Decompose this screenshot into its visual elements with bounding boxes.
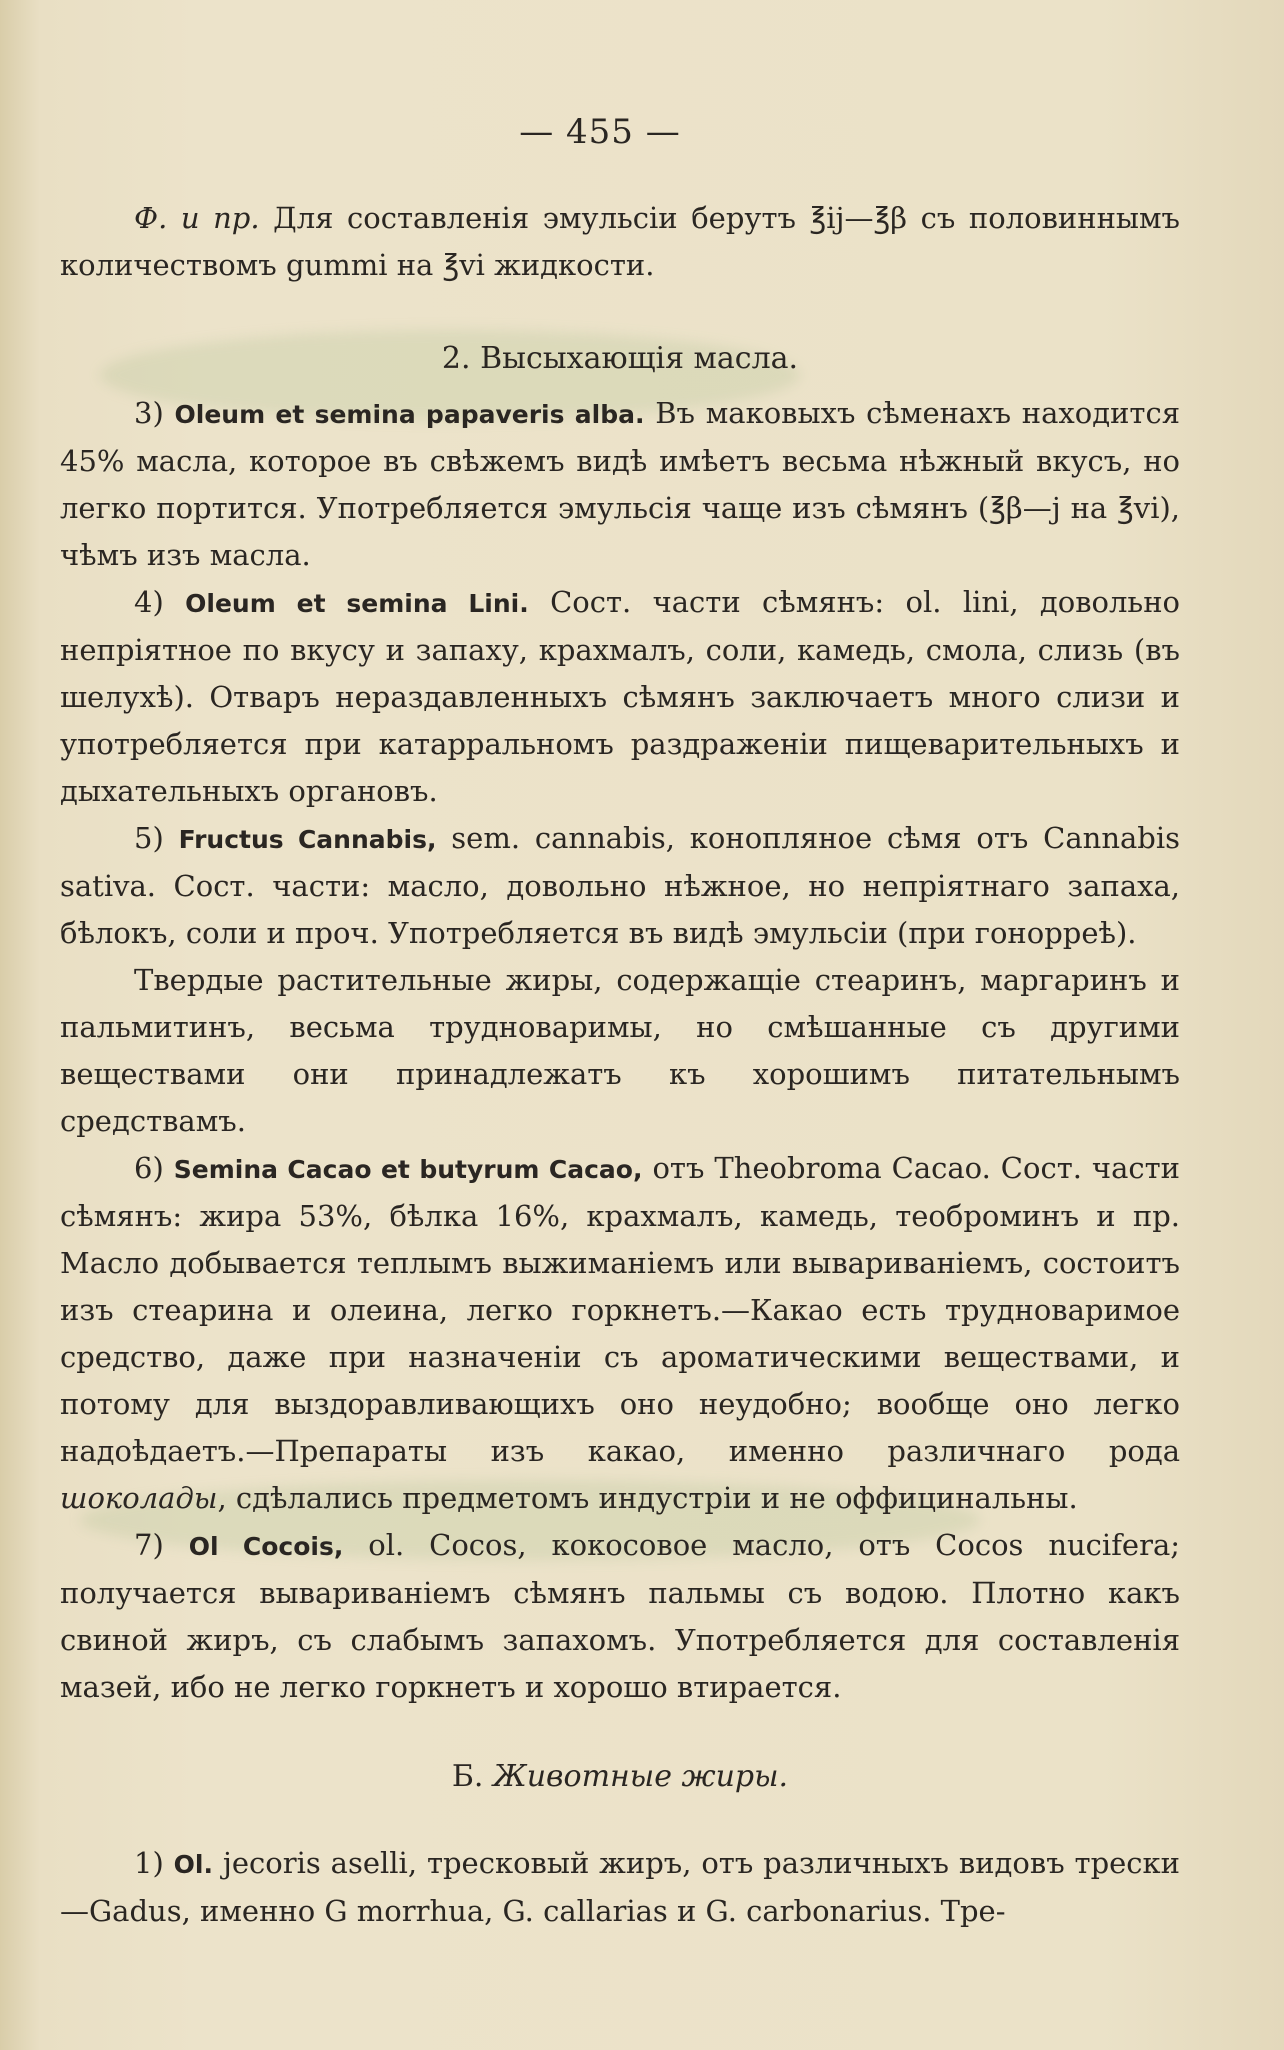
item-number: 5) <box>134 821 179 855</box>
latin-term: Semina Cacao et butyrum Cacao, <box>173 1155 643 1184</box>
latin-term: Fructus Cannabis, <box>178 825 437 854</box>
latin-term: Oleum et semina papaveris alba. <box>174 400 645 429</box>
paragraph-text: ol. Cocos, кокосовое масло, отъ Cocos nucifera; получается вывариваніемъ сѣмянъ пальмы съ водою. Плотно какъ свиной жиръ, съ слабымъ запахомъ. Употребляется для составленія мазей, ибо не легко горкнетъ и хорошо втирается. <box>60 1528 1181 1704</box>
item-number: 1) <box>134 1846 174 1880</box>
paragraph-text: Въ маковыхъ сѣменахъ находится 45% масла, которое въ свѣжемъ видѣ имѣетъ весьма нѣжный вкусъ, но легко портится. Употребляется эмульсія чаще изъ сѣмянъ (℥β—j на ℥vi), чѣмъ изъ масла. <box>60 396 1180 572</box>
item-number: 6) <box>134 1151 174 1185</box>
paragraph-text: отъ Theobroma Cacao. Сост. части сѣмянъ: жира 53%, бѣлка 16%, крахмалъ, камедь, теоброминъ и пр. Масло добывается теплымъ выжиманіемъ или вывариваніемъ, состоитъ изъ стеарина и олеина, легко горкнетъ.—Какао есть трудноваримое средство, даже при назначеніи съ ароматическими веществами, и потому для выздоравливающихъ оно неудобно; вообще оно легко надоѣдаетъ.—Препараты изъ какао, именно различнаго рода <box>60 1151 1180 1468</box>
section-heading-drying-oils: 2. Высыхающія масла. <box>441 341 799 376</box>
item-7-paragraph <box>60 1522 1180 1711</box>
item-number: 3) <box>134 396 175 430</box>
abbreviation: Ф. и пр. <box>134 201 260 235</box>
paragraph-intro <box>60 195 1180 289</box>
latin-term: Ol. <box>173 1850 213 1879</box>
latin-term: Oleum et semina Lini. <box>185 589 529 618</box>
item-5-paragraph <box>60 815 1180 957</box>
item-number: 7) <box>134 1528 189 1562</box>
text-column-top <box>60 195 1180 289</box>
item-3-paragraph <box>60 390 1180 579</box>
item-4-paragraph <box>60 579 1180 815</box>
text-column-main <box>60 335 1180 1935</box>
paragraph-text: Для составленія эмульсіи берутъ ℥ij—℥β съ половиннымъ количествомъ gummi на ℥vi жидкости. <box>60 201 1180 282</box>
section-letter: Б. <box>451 1759 494 1794</box>
solid-fats-paragraph: Твердые растительные жиры, содержащіе стеаринъ, маргаринъ и пальмитинъ, весьма трудноваримы, но смѣшанные съ другими веществами они принадлежатъ къ хорошимъ питательнымъ средствамъ. <box>60 963 1180 1138</box>
paragraph-text: sem. cannabis, конопляное сѣмя отъ Cannabis sativa. Сост. части: масло, довольно нѣжное, но непріятнаго запаха, бѣлокъ, соли и проч. Употребляется въ видѣ эмульсіи (при гоноррeѣ). <box>60 821 1181 950</box>
latin-term: Ol Cocois, <box>188 1532 344 1561</box>
item-6-paragraph <box>60 1145 1180 1522</box>
item-number: 4) <box>134 585 186 619</box>
item-b1-paragraph <box>60 1840 1180 1935</box>
paragraph-text: , сдѣлались предметомъ индустріи и не оффицинальны. <box>217 1481 1078 1515</box>
italic-term: шоколады <box>60 1481 218 1515</box>
page-number: — 455 — <box>519 112 681 152</box>
paragraph-text: jecoris aselli, тресковый жиръ, отъ различныхъ видовъ трески—Gadus, именно G morrhua, G. callarias и G. carbonarius. Тре- <box>60 1846 1181 1928</box>
section-heading-animal-fats <box>60 1753 1180 1800</box>
section-title: Животные жиры. <box>493 1759 789 1794</box>
paragraph-text: Сост. части сѣмянъ: ol. lini, довольно непріятное по вкусу и запаху, крахмалъ, соли, камедь, смола, слизь (въ шелухѣ). Отваръ нераздавленныхъ сѣмянъ заключаетъ много слизи и употребляется при катарральномъ раздраженіи пищеварительныхъ и дыхательныхъ органовъ. <box>60 585 1180 808</box>
